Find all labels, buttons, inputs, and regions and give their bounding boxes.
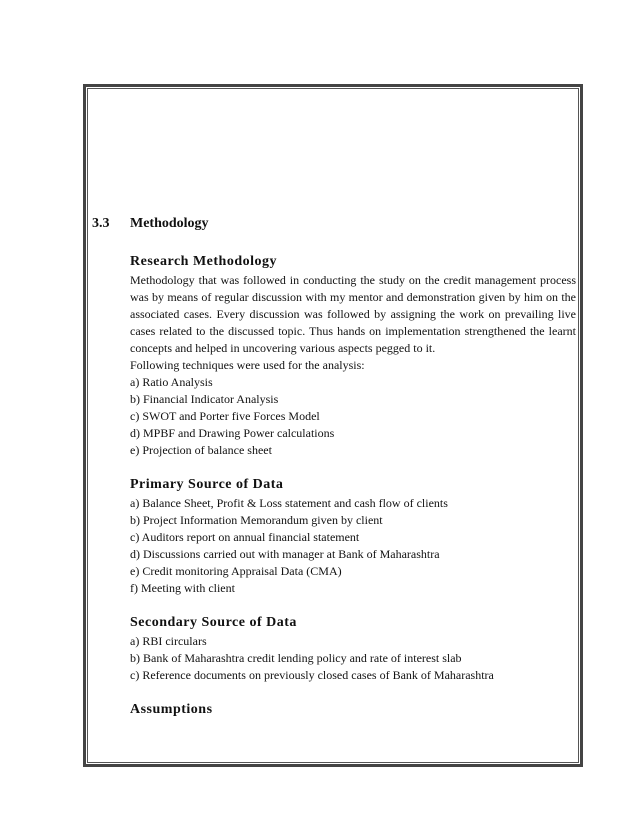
list-item: a) Balance Sheet, Profit & Loss statement and cash flow of clients [130,496,448,510]
techniques-list [130,374,576,459]
list-item: c) SWOT and Porter five Forces Model [130,409,320,423]
content-body [130,253,576,720]
techniques-intro: Following techniques were used for the analysis: [130,358,365,372]
section-title: Methodology [130,216,209,231]
list-item: b) Bank of Maharashtra credit lending policy and rate of interest slab [130,651,462,665]
list-item: b) Financial Indicator Analysis [130,392,279,406]
list-item: c) Auditors report on annual financial statement [130,530,360,544]
list-item: a) RBI circulars [130,634,207,648]
research-methodology-heading: Research Methodology [130,254,277,269]
section-number: 3.3 [92,216,110,231]
secondary-source-heading: Secondary Source of Data [130,615,297,630]
primary-source-heading: Primary Source of Data [130,477,284,492]
list-item: b) Project Information Memorandum given by client [130,513,383,527]
list-item: d) MPBF and Drawing Power calculations [130,426,335,440]
primary-source-list [130,495,576,597]
secondary-source-list [130,633,576,684]
list-item: e) Projection of balance sheet [130,443,272,457]
list-item: c) Reference documents on previously closed cases of Bank of Maharashtra [130,668,494,682]
research-methodology-paragraph: Methodology that was followed in conducting the study on the credit management process was by means of regular discussion with my mentor and demonstration given by him on the associated cases. Every discussion was followed by assigning the work on prevailing live cases related to the discussed topic. Thus hands on implementation strengthened the learnt concepts and helped in uncovering various aspects pegged to it. [130,273,576,355]
assumptions-heading: Assumptions [130,702,213,717]
list-item: d) Discussions carried out with manager at Bank of Maharashtra [130,547,440,561]
list-item: a) Ratio Analysis [130,375,213,389]
list-item: e) Credit monitoring Appraisal Data (CMA) [130,564,342,578]
list-item: f) Meeting with client [130,581,235,595]
